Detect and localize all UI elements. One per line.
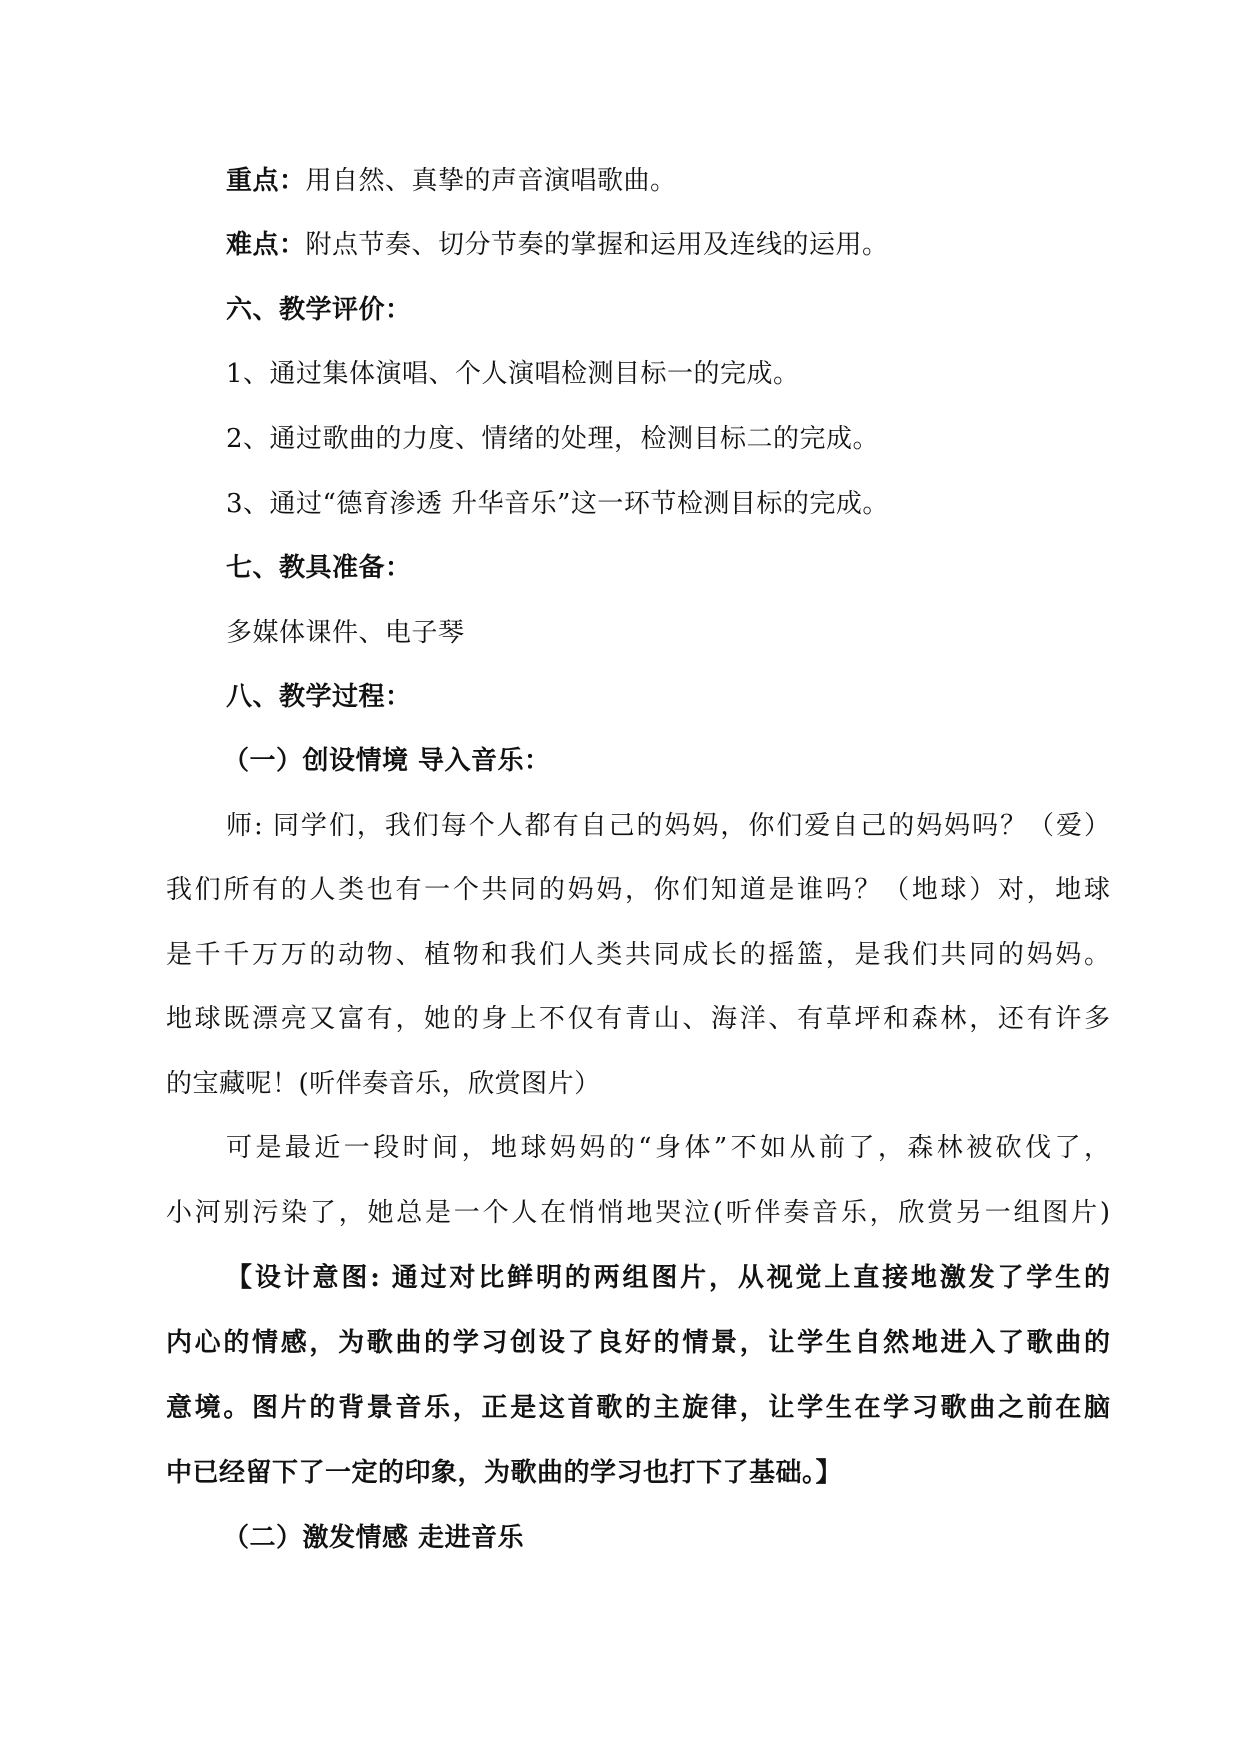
para2-line-2: 小河别污染了，她总是一个人在悄悄地哭泣(听伴奏音乐，欣赏另一组图片) (166, 1198, 1110, 1228)
focus-line (226, 163, 677, 199)
evaluation-item-3: 3、通过“德育渗透 升华音乐”这一环节检测目标的完成。 (226, 489, 889, 519)
para1-line-5: 的宝藏呢！(听伴奏音乐，欣赏图片） (166, 1069, 601, 1099)
difficulty-line (226, 227, 889, 263)
tools-text: 多媒体课件、电子琴 (226, 618, 465, 648)
evaluation-item-2: 2、通过歌曲的力度、情绪的处理，检测目标二的完成。 (226, 424, 880, 454)
section1-heading: （一）创设情境 导入音乐： (223, 746, 551, 776)
para1-line-2: 我们所有的人类也有一个共同的妈妈，你们知道是谁吗？（地球）对，地球 (166, 875, 1110, 905)
design-line-4: 中已经留下了一定的印象，为歌曲的学习也打下了基础。】 (166, 1458, 843, 1488)
focus-label: 重点： (226, 166, 306, 196)
difficulty-text: 附点节奏、切分节奏的掌握和运用及连线的运用。 (305, 230, 889, 260)
process-heading: 八、教学过程： (226, 682, 412, 712)
design-line-3: 意境。图片的背景音乐，正是这首歌的主旋律，让学生在学习歌曲之前在脑 (166, 1393, 1110, 1423)
evaluation-item-1: 1、通过集体演唱、个人演唱检测目标一的完成。 (226, 359, 800, 389)
evaluation-heading: 六、教学评价： (226, 295, 412, 325)
section2-heading: （二）激发情感 走进音乐 (223, 1523, 525, 1553)
design-line-2: 内心的情感，为歌曲的学习创设了良好的情景，让学生自然地进入了歌曲的 (166, 1328, 1110, 1358)
para1-line-3: 是千千万万的动物、植物和我们人类共同成长的摇篮，是我们共同的妈妈。 (166, 940, 1110, 970)
design-line-1: 【设计意图: 通过对比鲜明的两组图片，从视觉上直接地激发了学生的 (226, 1263, 1110, 1293)
difficulty-label: 难点： (226, 230, 306, 260)
para2-line-1: 可是最近一段时间，地球妈妈的“身体”不如从前了，森林被砍伐了， (226, 1133, 1110, 1163)
tools-heading: 七、教具准备： (226, 553, 412, 583)
para1-line-1: 师: 同学们，我们每个人都有自己的妈妈，你们爱自己的妈妈吗？（爱） (226, 811, 1110, 841)
focus-text: 用自然、真挚的声音演唱歌曲。 (305, 166, 677, 196)
para1-line-4: 地球既漂亮又富有，她的身上不仅有青山、海洋、有草坪和森林，还有许多 (166, 1004, 1110, 1034)
